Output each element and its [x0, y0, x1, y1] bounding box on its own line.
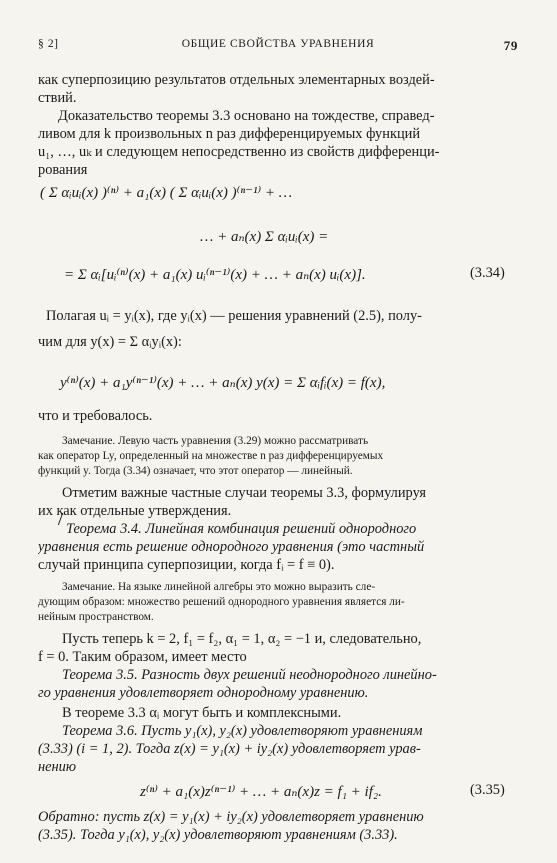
- equation-line-4: y⁽ⁿ⁾(x) + a₁y⁽ⁿ⁻¹⁾(x) + … + aₙ(x) y(x) = Σ αᵢfᵢ(x) = f(x),: [60, 375, 386, 391]
- equation-line-5: z⁽ⁿ⁾ + a₁(x)z⁽ⁿ⁻¹⁾ + … + aₙ(x)z = f₁ + if₂.: [140, 784, 382, 800]
- converse-line: (3.35). Тогда y₁(x), y₂(x) удовлетворяют уравнениям (3.33).: [38, 827, 398, 843]
- paragraph-line: рования: [38, 162, 88, 178]
- remark-line: Замечание. На языке линейной алгебры это можно выразить сле-: [62, 581, 376, 593]
- theorem-3-6-line: Теорема 3.6. Пусть y₁(x), y₂(x) удовлетворяют уравнениям: [62, 723, 423, 739]
- converse-line: Обратно: пусть z(x) = y₁(x) + iy₂(x) удовлетворяет уравнению: [38, 809, 424, 825]
- page-number: 79: [503, 38, 518, 53]
- header-title: ОБЩИЕ СВОЙСТВА УРАВНЕНИЯ: [181, 38, 375, 50]
- paragraph-line: как суперпозицию результатов отдельных элементарных воздей-: [38, 72, 435, 88]
- paragraph-line: ливом для k произвольных n раз дифференцируемых функций: [38, 126, 421, 142]
- paragraph-line: f = 0. Таким образом, имеет место: [38, 649, 247, 665]
- paragraph-line: В теореме 3.3 αᵢ могут быть и комплексными.: [62, 705, 342, 721]
- paragraph-line: чим для y(x) = Σ αᵢyᵢ(x):: [38, 334, 182, 350]
- theorem-3-5-line: Теорема 3.5. Разность двух решений неоднородного линейно-: [62, 667, 437, 683]
- remark-line: Замечание. Левую часть уравнения (3.29) можно рассматривать: [62, 435, 369, 447]
- paragraph-line: что и требовалось.: [38, 408, 153, 424]
- remark-line: нейным пространством.: [38, 611, 154, 623]
- running-header: [38, 38, 518, 54]
- paragraph-line: Пусть теперь k = 2, f₁ = f₂, α₁ = 1, α₂ = −1 и, следовательно,: [62, 631, 422, 647]
- section-marker: § 2]: [38, 38, 59, 50]
- equation-line-3: = Σ αᵢ[uᵢ⁽ⁿ⁾(x) + a₁(x) uᵢ⁽ⁿ⁻¹⁾(x) + … + aₙ(x) uᵢ(x)].: [64, 267, 366, 283]
- paragraph-line: u₁, …, uₖ и следующем непосредственно из свойств дифференци-: [38, 144, 440, 160]
- paragraph-line: Отметим важные частные случаи теоремы 3.3, формулируя: [62, 485, 427, 501]
- paragraph-line: Полагая uᵢ = yᵢ(x), где yᵢ(x) — решения уравнений (2.5), полу-: [46, 308, 422, 324]
- equation-line-2: … + aₙ(x) Σ αᵢuᵢ(x) =: [200, 229, 329, 245]
- theorem-3-6-line: (3.33) (i = 1, 2). Тогда z(x) = y₁(x) + iy₂(x) удовлетворяет урав-: [38, 741, 421, 757]
- equation-number-3-34: (3.34): [470, 265, 505, 281]
- paragraph-line: ствий.: [38, 90, 77, 106]
- paragraph-line: Доказательство теоремы 3.3 основано на тождестве, справед-: [58, 108, 435, 124]
- paragraph-line: их как отдельные утверждения.: [38, 503, 232, 519]
- theorem-3-6-line: нению: [38, 759, 77, 775]
- remark-line: функций y. Тогда (3.34) означает, что этот оператор — линейный.: [38, 465, 353, 477]
- remark-line: как оператор Ly, определенный на множестве n раз дифференцируемых: [38, 450, 384, 462]
- remark-line: дующим образом: множество решений однородного уравнения является ли-: [38, 596, 405, 608]
- theorem-3-5-line: го уравнения удовлетворяет однородному уравнению.: [38, 685, 369, 701]
- theorem-3-4-line: случай принципа суперпозиции, когда fᵢ = f ≡ 0).: [38, 557, 335, 573]
- theorem-3-4-line: Теорема 3.4. Линейная комбинация решений однородного: [66, 521, 417, 537]
- equation-number-3-35: (3.35): [470, 782, 505, 798]
- equation-line-1: ( Σ αᵢuᵢ(x) )⁽ⁿ⁾ + a₁(x) ( Σ αᵢuᵢ(x) )⁽ⁿ⁻¹⁾ + …: [40, 185, 293, 201]
- theorem-3-4-line: уравнения есть решение однородного уравнения (это частный: [38, 539, 425, 555]
